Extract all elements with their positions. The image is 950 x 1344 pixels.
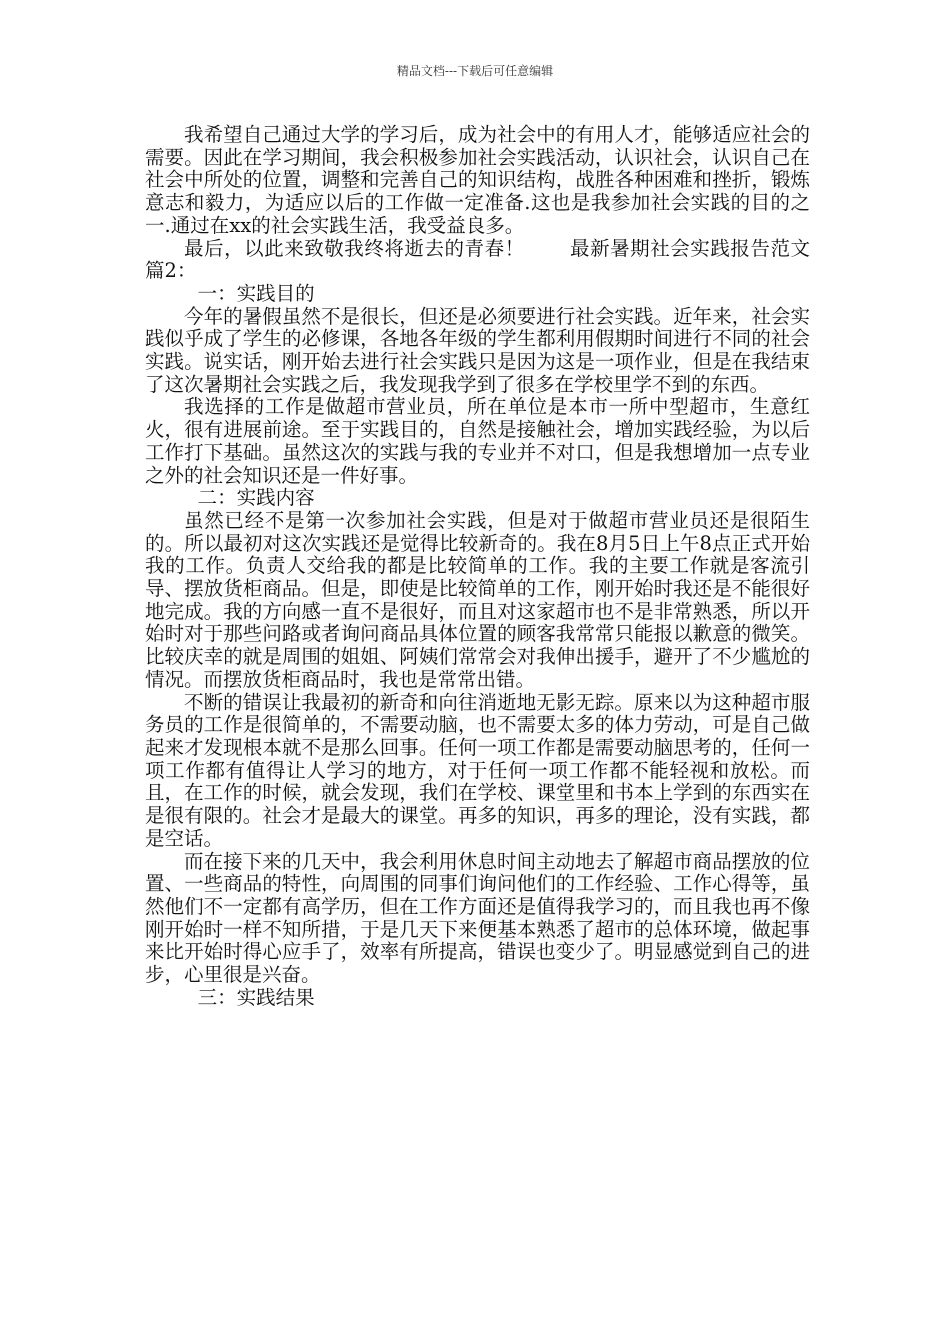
paragraph-purpose: 今年的暑假虽然不是很长，但还是必须要进行社会实践。近年来，社会实践似乎成了学生的必修课，各地各年级的学生都利用假期时间进行不同的社会实践。说实话，刚开始去进行社会实践只是因为这是一项作业，但是在我结束了这次暑期社会实践之后，我发现我学到了很多在学校里学不到的东西。 [145,304,810,396]
page-header: 精品文档---下载后可任意编辑 [396,64,554,78]
paragraph-job-choice: 我选择的工作是做超市营业员，所在单位是本市一所中型超市，生意红火，很有进展前途。至于实践目的，自然是接触社会，增加实践经验，为以后工作打下基础。虽然这次的实践与我的专业并不对口，但是我想增加一点专业之外的社会知识还是一件好事。 [145,395,810,487]
section-heading-1: 一：实践目的 [197,281,315,305]
document-body [145,124,810,1009]
section-heading-3: 三：实践结果 [197,985,315,1009]
paragraph-goal: 我希望自己通过大学的学习后，成为社会中的有用人才，能够适应社会的需要。因此在学习期间，我会积极参加社会实践活动，认识社会，认识自己在社会中所处的位置，调整和完善自己的知识结构，战胜各种困难和挫折，锻炼意志和毅力，为适应以后的工作做一定准备.这也是我参加社会实践的目的之一.通过在xx的社会实践生活，我受益良多。 [145,123,810,237]
section-heading-2: 二：实践内容 [197,486,315,510]
paragraph-progress: 而在接下来的几天中，我会利用休息时间主动地去了解超市商品摆放的位置、一些商品的特性，向周围的同事们询问他们的工作经验、工作心得等，虽然他们不一定都有高学历，但在工作方面还是值得我学习的，而且我也再不像刚开始时一样不知所措，于是几天下来便基本熟悉了超市的总体环境，做起事来比开始时得心应手了，效率有所提高，错误也变少了。明显感觉到自己的进步，心里很是兴奋。 [145,849,810,987]
article-title: 最新暑期社会实践报告范文篇2： [145,236,810,283]
paragraph-reflection: 不断的错误让我最初的新奇和向往消逝地无影无踪。原来以为这种超市服务员的工作是很简单的，不需要动脑，也不需要太多的体力劳动，可是自己做起来才发现根本就不是那么回事。任何一项工作都是需要动脑思考的，任何一项工作都有值得让人学习的地方，对于任何一项工作都不能轻视和放松。而且，在工作的时候，就会发现，我们在学校、课堂里和书本上学到的东西实在是很有限的。社会才是最大的课堂。再多的知识，再多的理论，没有实践，都是空话。 [145,690,810,850]
closing-sentence: 最后，以此来致敬我终将逝去的青春！ [184,236,525,260]
paragraph-closing [145,238,810,283]
paragraph-content: 虽然已经不是第一次参加社会实践，但是对于做超市营业员还是很陌生的。所以最初对这次实践还是觉得比较新奇的。我在8月5日上午8点正式开始我的工作。负责人交给我的都是比较简单的工作。我的主要工作就是客流引导、摆放货柜商品。但是，即使是比较简单的工作，刚开始时我还是不能很好地完成。我的方向感一直不是很好，而且对这家超市也不是非常熟悉，所以开始时对于那些问路或者询问商品具体位置的顾客我常常只能报以歉意的微笑。比较庆幸的就是周围的姐姐、阿姨们常常会对我伸出援手，避开了不少尴尬的情况。而摆放货柜商品时，我也是常常出错。 [145,508,810,691]
